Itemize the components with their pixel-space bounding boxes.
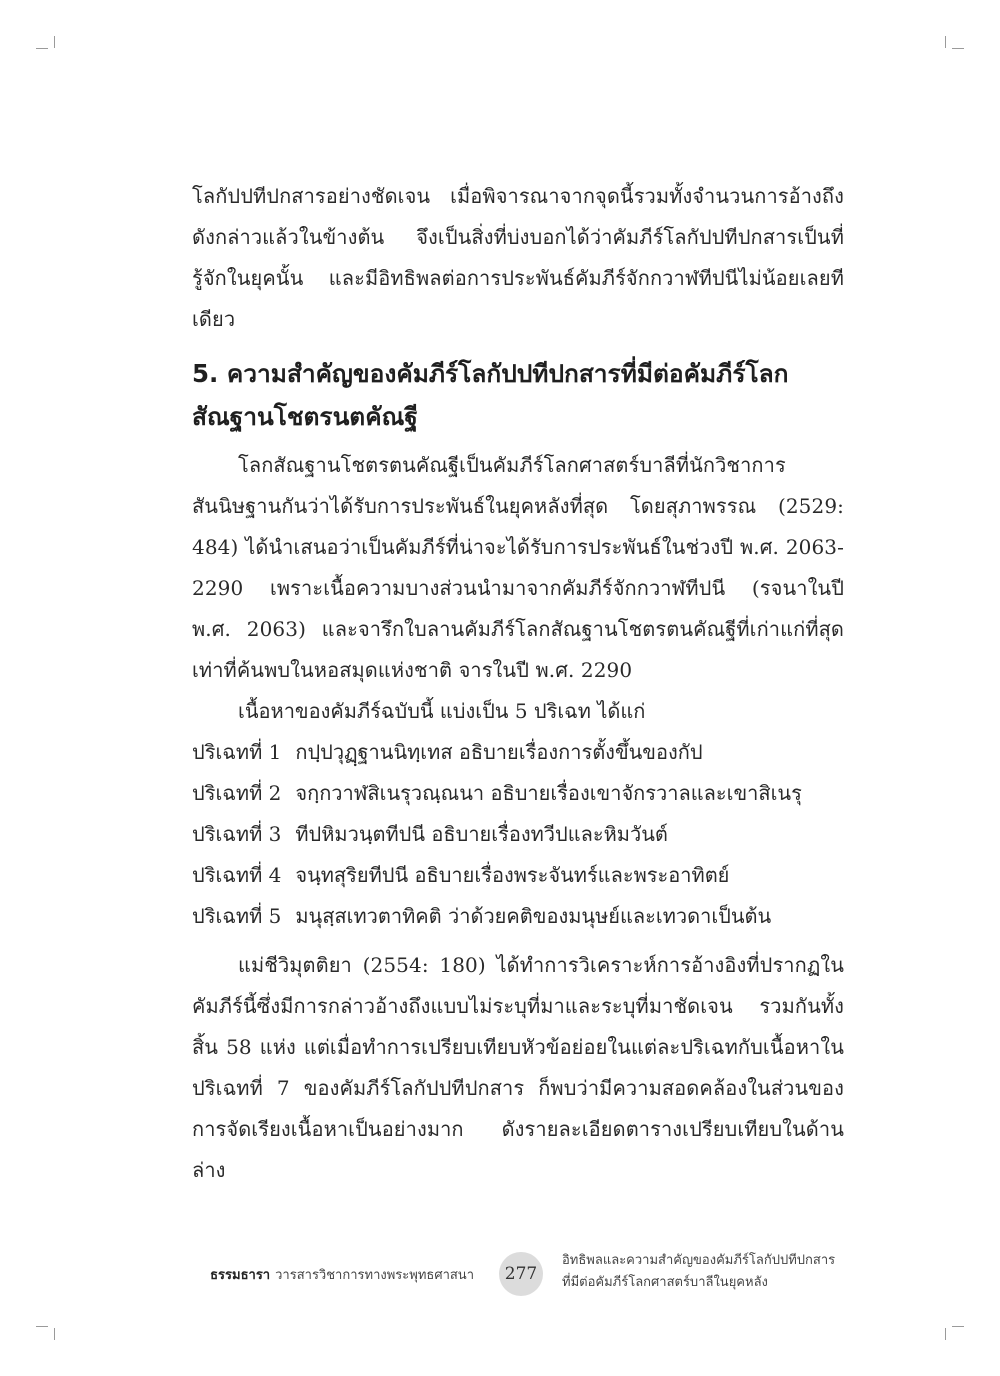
page-body [192, 176, 844, 1191]
chapter-list [192, 732, 844, 937]
chapter-number: ปริเฉทที่ 3 [192, 822, 282, 846]
chapter-number: ปริเฉทที่ 1 [192, 740, 282, 764]
chapter-number: ปริเฉทที่ 4 [192, 863, 282, 887]
chapter-text: จกฺกวาฬสิเนรุวณฺณนา อธิบายเรื่องเขาจักรวาลและเขาสิเนรุ [295, 781, 802, 805]
article-title-line-1: อิทธิพลและความสำคัญของคัมภีร์โลกัปปทีปกสาร [562, 1253, 836, 1268]
crop-mark [952, 48, 964, 49]
chapter-text: จนฺทสุริยทีปนี อธิบายเรื่องพระจันทร์และพระอาทิตย์ [295, 863, 730, 887]
journal-info [210, 1264, 474, 1285]
chapter-item [192, 855, 844, 896]
paragraph-lokasanthan: โลกสัณฐานโชตรตนคัณฐีเป็นคัมภีร์โลกศาสตร์บาลีที่นักวิชาการสันนิษฐานกันว่าได้รับการประพันธ์ในยุคหลังที่สุด โดยสุภาพรรณ (2529: 484) ได้นำเสนอว่าเป็นคัมภีร์ที่น่าจะได้รับการประพันธ์ในช่วงปี พ.ศ. 2063-2290 เพราะเนื้อความบางส่วนนำมาจากคัมภีร์จักกวาฬทีปนี (รจนาในปี พ.ศ. 2063) และจารึกใบลานคัมภีร์โลกสัณฐานโชตรตนคัณฐีที่เก่าแก่ที่สุดเท่าที่ค้นพบในหอสมุดแห่งชาติ จารในปี พ.ศ. 2290 [192, 453, 844, 682]
page-number-text: 277 [504, 1264, 538, 1284]
crop-mark [54, 1328, 55, 1340]
chapter-text: ทีปหิมวนฺตทีปนี อธิบายเรื่องทวีปและหิมวันต์ [295, 822, 668, 846]
chapter-text: มนุสฺสเทวตาทิคติ ว่าด้วยคติของมนุษย์และเทวดาเป็นต้น [295, 904, 772, 928]
article-running-title [562, 1250, 835, 1294]
crop-mark [945, 36, 946, 48]
chapter-text: กปฺปวุฏฺฐานนิทฺเทส อธิบายเรื่องการตั้งขึ้นของกัป [295, 740, 703, 764]
chapter-number: ปริเฉทที่ 5 [192, 904, 282, 928]
paragraph-continued: โลกัปปทีปกสารอย่างชัดเจน เมื่อพิจารณาจากจุดนี้รวมทั้งจำนวนการอ้างถึงดังกล่าวแล้วในข้างต้น จึงเป็นสิ่งที่บ่งบอกได้ว่าคัมภีร์โลกัปปทีปกสารเป็นที่รู้จักในยุคนั้น และมีอิทธิพลต่อการประพันธ์คัมภีร์จักกวาฬทีปนีไม่น้อยเลยทีเดียว [192, 184, 844, 331]
crop-mark [952, 1326, 964, 1327]
chapter-item [192, 773, 844, 814]
section-heading: 5. ความสำคัญของคัมภีร์โลกัปปทีปกสารที่มีต่อคัมภีร์โลกสัณฐานโชตรนตคัณฐี [192, 359, 789, 431]
article-title-line-2: ที่มีต่อคัมภีร์โลกศาสตร์บาลีในยุคหลัง [562, 1275, 768, 1290]
page-footer [0, 1246, 1000, 1316]
chapter-item [192, 732, 844, 773]
crop-mark [36, 48, 48, 49]
chapter-item [192, 896, 844, 937]
crop-mark [36, 1326, 48, 1327]
chapter-number: ปริเฉทที่ 2 [192, 781, 282, 805]
journal-name: ธรรมธารา [210, 1268, 271, 1283]
journal-subtitle: วารสารวิชาการทางพระพุทธศาสนา [275, 1268, 474, 1283]
chapter-item [192, 814, 844, 855]
crop-mark [945, 1328, 946, 1340]
spacer [192, 937, 844, 945]
page-number [499, 1252, 543, 1296]
crop-mark [54, 36, 55, 48]
paragraph-analysis: แม่ชีวิมุตติยา (2554: 180) ได้ทำการวิเคราะห์การอ้างอิงที่ปรากฏในคัมภีร์นี้ซึ่งมีการกล่าวอ้างถึงแบบไม่ระบุที่มาและระบุที่มาชัดเจน รวมกันทั้งสิ้น 58 แห่ง แต่เมื่อทำการเปรียบเทียบหัวข้อย่อยในแต่ละปริเฉทกับเนื้อหาในปริเฉทที่ 7 ของคัมภีร์โลกัปปทีปกสาร ก็พบว่ามีความสอดคล้องในส่วนของการจัดเรียงเนื้อหาเป็นอย่างมาก ดังรายละเอียดตารางเปรียบเทียบในด้านล่าง [192, 953, 844, 1182]
chapters-intro: เนื้อหาของคัมภีร์ฉบับนี้ แบ่งเป็น 5 ปริเฉท ได้แก่ [238, 699, 646, 723]
